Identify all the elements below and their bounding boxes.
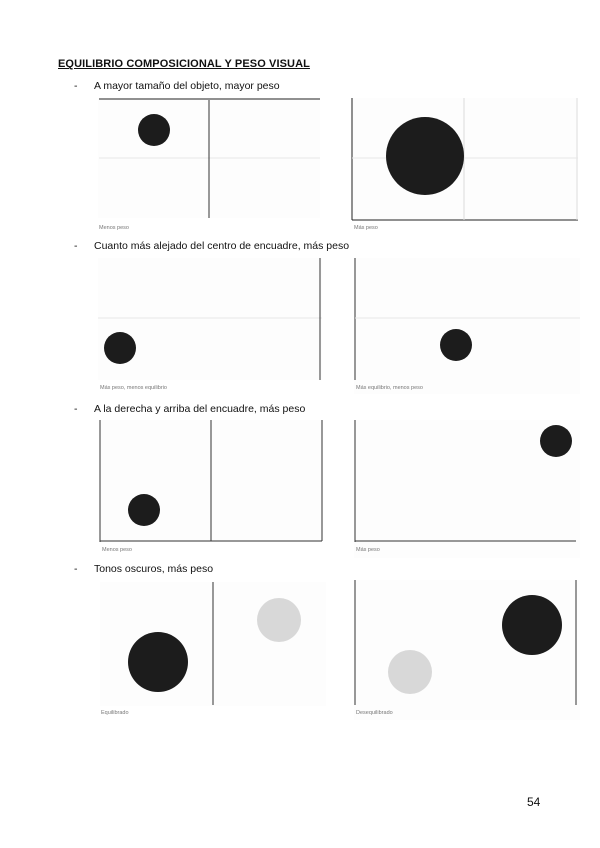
dark-circle bbox=[104, 332, 136, 364]
dark-circle bbox=[138, 114, 170, 146]
frame-distance-far bbox=[98, 258, 322, 380]
caption-position-upright: Más peso bbox=[356, 547, 380, 553]
bullet-size: - A mayor tamaño del objeto, mayor peso bbox=[74, 80, 280, 92]
caption-tone-balanced: Equilibrado bbox=[101, 710, 129, 716]
caption-tone-unbalanced: Desequilibrado bbox=[356, 710, 393, 716]
dark-circle bbox=[386, 117, 464, 195]
light-circle bbox=[257, 598, 301, 642]
frame-tone-unbalanced bbox=[355, 580, 576, 705]
bullet-text: A la derecha y arriba del encuadre, más peso bbox=[94, 403, 306, 415]
frame-size-large bbox=[352, 98, 578, 220]
caption-position-lowleft: Menos peso bbox=[102, 547, 132, 553]
caption-distance-far: Más peso, menos equilibrio bbox=[100, 385, 167, 391]
frame-position-upright bbox=[355, 420, 576, 542]
bullet-distance: - Cuanto más alejado del centro de encuadre, más peso bbox=[74, 240, 350, 252]
caption-distance-center: Más equilibrio, menos peso bbox=[356, 385, 423, 391]
frame-size-small bbox=[99, 99, 320, 218]
frame-tone-balanced bbox=[128, 582, 301, 705]
caption-size-large: Más peso bbox=[354, 225, 378, 231]
dark-circle bbox=[128, 632, 188, 692]
page-title: EQUILIBRIO COMPOSICIONAL Y PESO VISUAL bbox=[58, 58, 310, 70]
bullet-tone: - Tonos oscuros, más peso bbox=[74, 563, 214, 575]
dark-circle bbox=[502, 595, 562, 655]
caption-size-small: Menos peso bbox=[99, 225, 129, 231]
bullet-text: Tonos oscuros, más peso bbox=[94, 563, 214, 575]
dark-circle bbox=[128, 494, 160, 526]
bullet-text: A mayor tamaño del objeto, mayor peso bbox=[94, 80, 280, 92]
light-circle bbox=[388, 650, 432, 694]
page-number: 54 bbox=[527, 795, 541, 809]
bullet-position: - A la derecha y arriba del encuadre, más peso bbox=[74, 403, 306, 415]
frame-distance-center bbox=[355, 258, 580, 380]
dark-circle bbox=[440, 329, 472, 361]
frame-position-lowleft bbox=[100, 420, 322, 542]
dark-circle bbox=[540, 425, 572, 457]
bullet-text: Cuanto más alejado del centro de encuadre, más peso bbox=[94, 240, 350, 252]
